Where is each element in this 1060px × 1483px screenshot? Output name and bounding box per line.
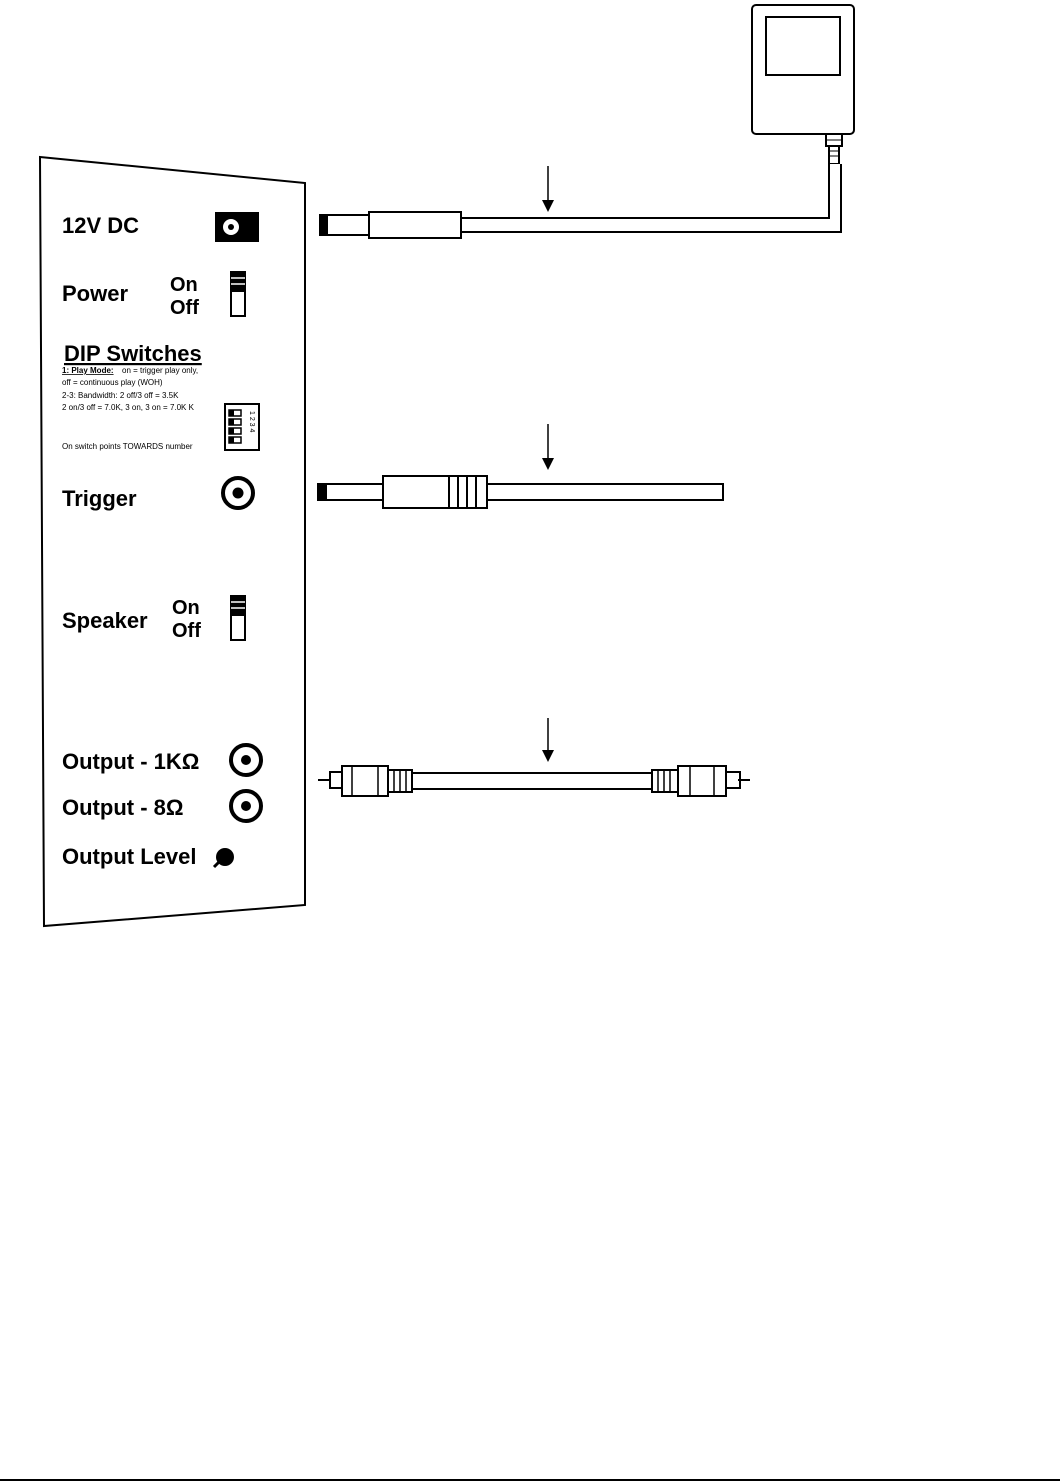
trigger-cable (318, 424, 723, 508)
power-off-label: Off (170, 297, 199, 319)
dip-line1-key: 1: Play Mode: (62, 366, 114, 375)
dip-line4: 2 on/3 off = 7.0K, 3 on, 3 on = 7.0K K (62, 403, 194, 412)
rca-cable (318, 718, 750, 796)
dc-jack-label: 12V DC (62, 213, 140, 238)
dc-power-cable (320, 164, 841, 238)
power-label: Power (62, 281, 129, 306)
output-8-jack[interactable] (231, 791, 261, 821)
power-switch[interactable] (231, 272, 245, 316)
speaker-label: Speaker (62, 608, 148, 633)
power-on-label: On (170, 274, 198, 296)
dip-title: DIP Switches (64, 341, 202, 366)
output-8-label: Output - 8Ω (62, 795, 184, 820)
power-adapter (752, 5, 854, 164)
speaker-off-label: Off (172, 620, 201, 642)
trigger-label: Trigger (62, 486, 137, 511)
output-level-label: Output Level (62, 844, 197, 869)
output-1k-jack[interactable] (231, 745, 261, 775)
control-panel (40, 157, 305, 926)
dip-line1-val: on = trigger play only, (122, 366, 199, 375)
trigger-jack[interactable] (223, 478, 253, 508)
dip-line2: off = continuous play (WOH) (62, 378, 163, 387)
dip-numbers: 1 2 3 4 (248, 411, 255, 433)
dip-note: On switch points TOWARDS number (62, 442, 193, 451)
speaker-on-label: On (172, 597, 200, 619)
dip-line3: 2-3: Bandwidth: 2 off/3 off = 3.5K (62, 391, 179, 400)
speaker-switch[interactable] (231, 596, 245, 640)
output-1k-label: Output - 1KΩ (62, 749, 200, 774)
dc-jack[interactable] (215, 212, 259, 242)
dip-switch-block[interactable] (225, 404, 259, 450)
